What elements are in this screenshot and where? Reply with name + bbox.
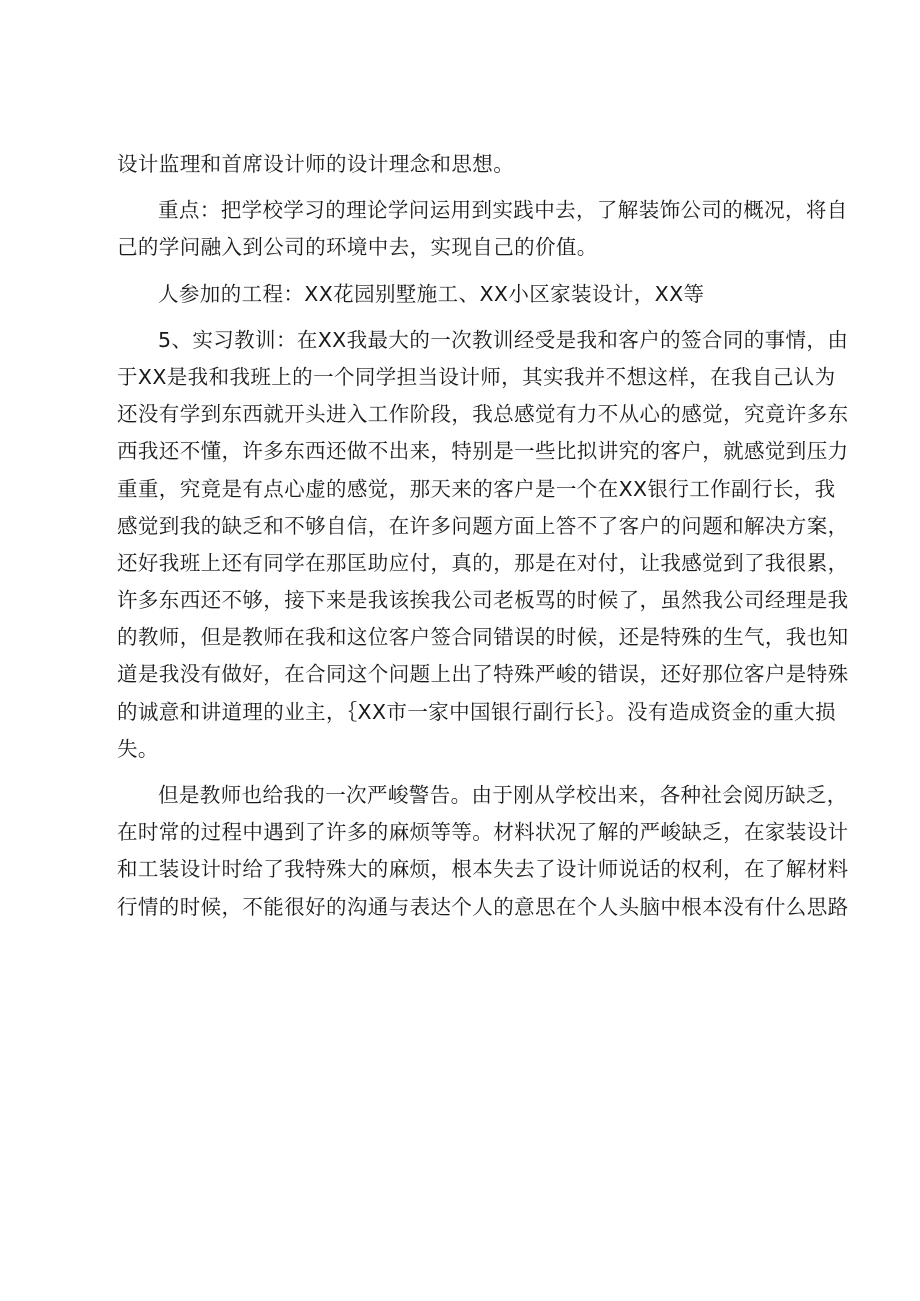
text-line: 道是我没有做好，在合同这个问题上出了特殊严峻的错误，还好那位客户是特殊 <box>117 662 849 687</box>
text-line: 行情的时候，不能很好的沟通与表达个人的意思在个人头脑中根本没有什么思路 <box>117 894 849 919</box>
text-line: 己的学问融入到公司的环境中去，实现自己的价值。 <box>117 235 598 260</box>
text-line: 的诚意和讲道理的业主，｛XX市一家中国银行副行长｝。没有造成资金的重大损 <box>117 699 836 724</box>
text-line: 但是教师也给我的一次严峻警告。由于刚从学校出来，各种社会阅历缺乏， <box>158 783 848 807</box>
text-line: 西我还不懂，许多东西还做不出来，特别是一些比拟讲究的客户，就感觉到压力 <box>117 439 849 464</box>
text-line: 5、实习教训：在XX我最大的一次教训经受是我和客户的签合同的事情，由 <box>158 327 849 352</box>
text-line: 感觉到我的缺乏和不够自信，在许多问题方面上答不了客户的问题和解决方案， <box>117 513 849 538</box>
text-line: 于XX是我和我班上的一个同学担当设计师，其实我并不想这样，在我自己认为 <box>117 364 836 389</box>
paragraph-5 <box>117 777 849 926</box>
text-line: 还没有学到东西就开头进入工作阶段，我总感觉有力不从心的感觉，究竟许多东 <box>117 402 849 427</box>
text-line: 在时常的过程中遇到了许多的麻烦等等。材料状况了解的严峻缺乏，在家装设计 <box>117 820 849 845</box>
text-line: 许多东西还不够，接下来是我该挨我公司老板骂的时候了，虽然我公司经理是我 <box>117 588 849 613</box>
text-line: 重重，究竟是有点心虚的感觉，那天来的客户是一个在XX银行工作副行长，我 <box>117 476 836 501</box>
text-line: 的教师，但是教师在我和这位客户签合同错误的时候，还是特殊的生气，我也知 <box>117 625 849 650</box>
text-line: 和工装设计时给了我特殊大的麻烦，根本失去了设计师说话的权利，在了解材料 <box>117 857 849 882</box>
text-line: 重点：把学校学习的理论学问运用到实践中去，了解装饰公司的概况，将自 <box>158 198 848 223</box>
paragraph-gap <box>117 267 830 276</box>
paragraph-gap <box>117 768 830 777</box>
paragraph-4 <box>117 322 849 768</box>
text-line: 设计监理和首席设计师的设计理念和思想。 <box>117 152 515 176</box>
paragraph-gap <box>117 183 830 192</box>
document-body <box>117 146 849 926</box>
paragraph-gap <box>117 313 830 322</box>
paragraph-3 <box>117 276 830 313</box>
paragraph-1 <box>117 146 830 183</box>
text-line: 人参加的工程：XX花园别墅施工、XX小区家装设计，XX等 <box>158 281 705 306</box>
paragraph-2 <box>117 192 848 266</box>
text-line: 还好我班上还有同学在那匡助应付，真的，那是在对付，让我感觉到了我很累， <box>117 550 849 575</box>
text-line: 失。 <box>117 736 159 761</box>
